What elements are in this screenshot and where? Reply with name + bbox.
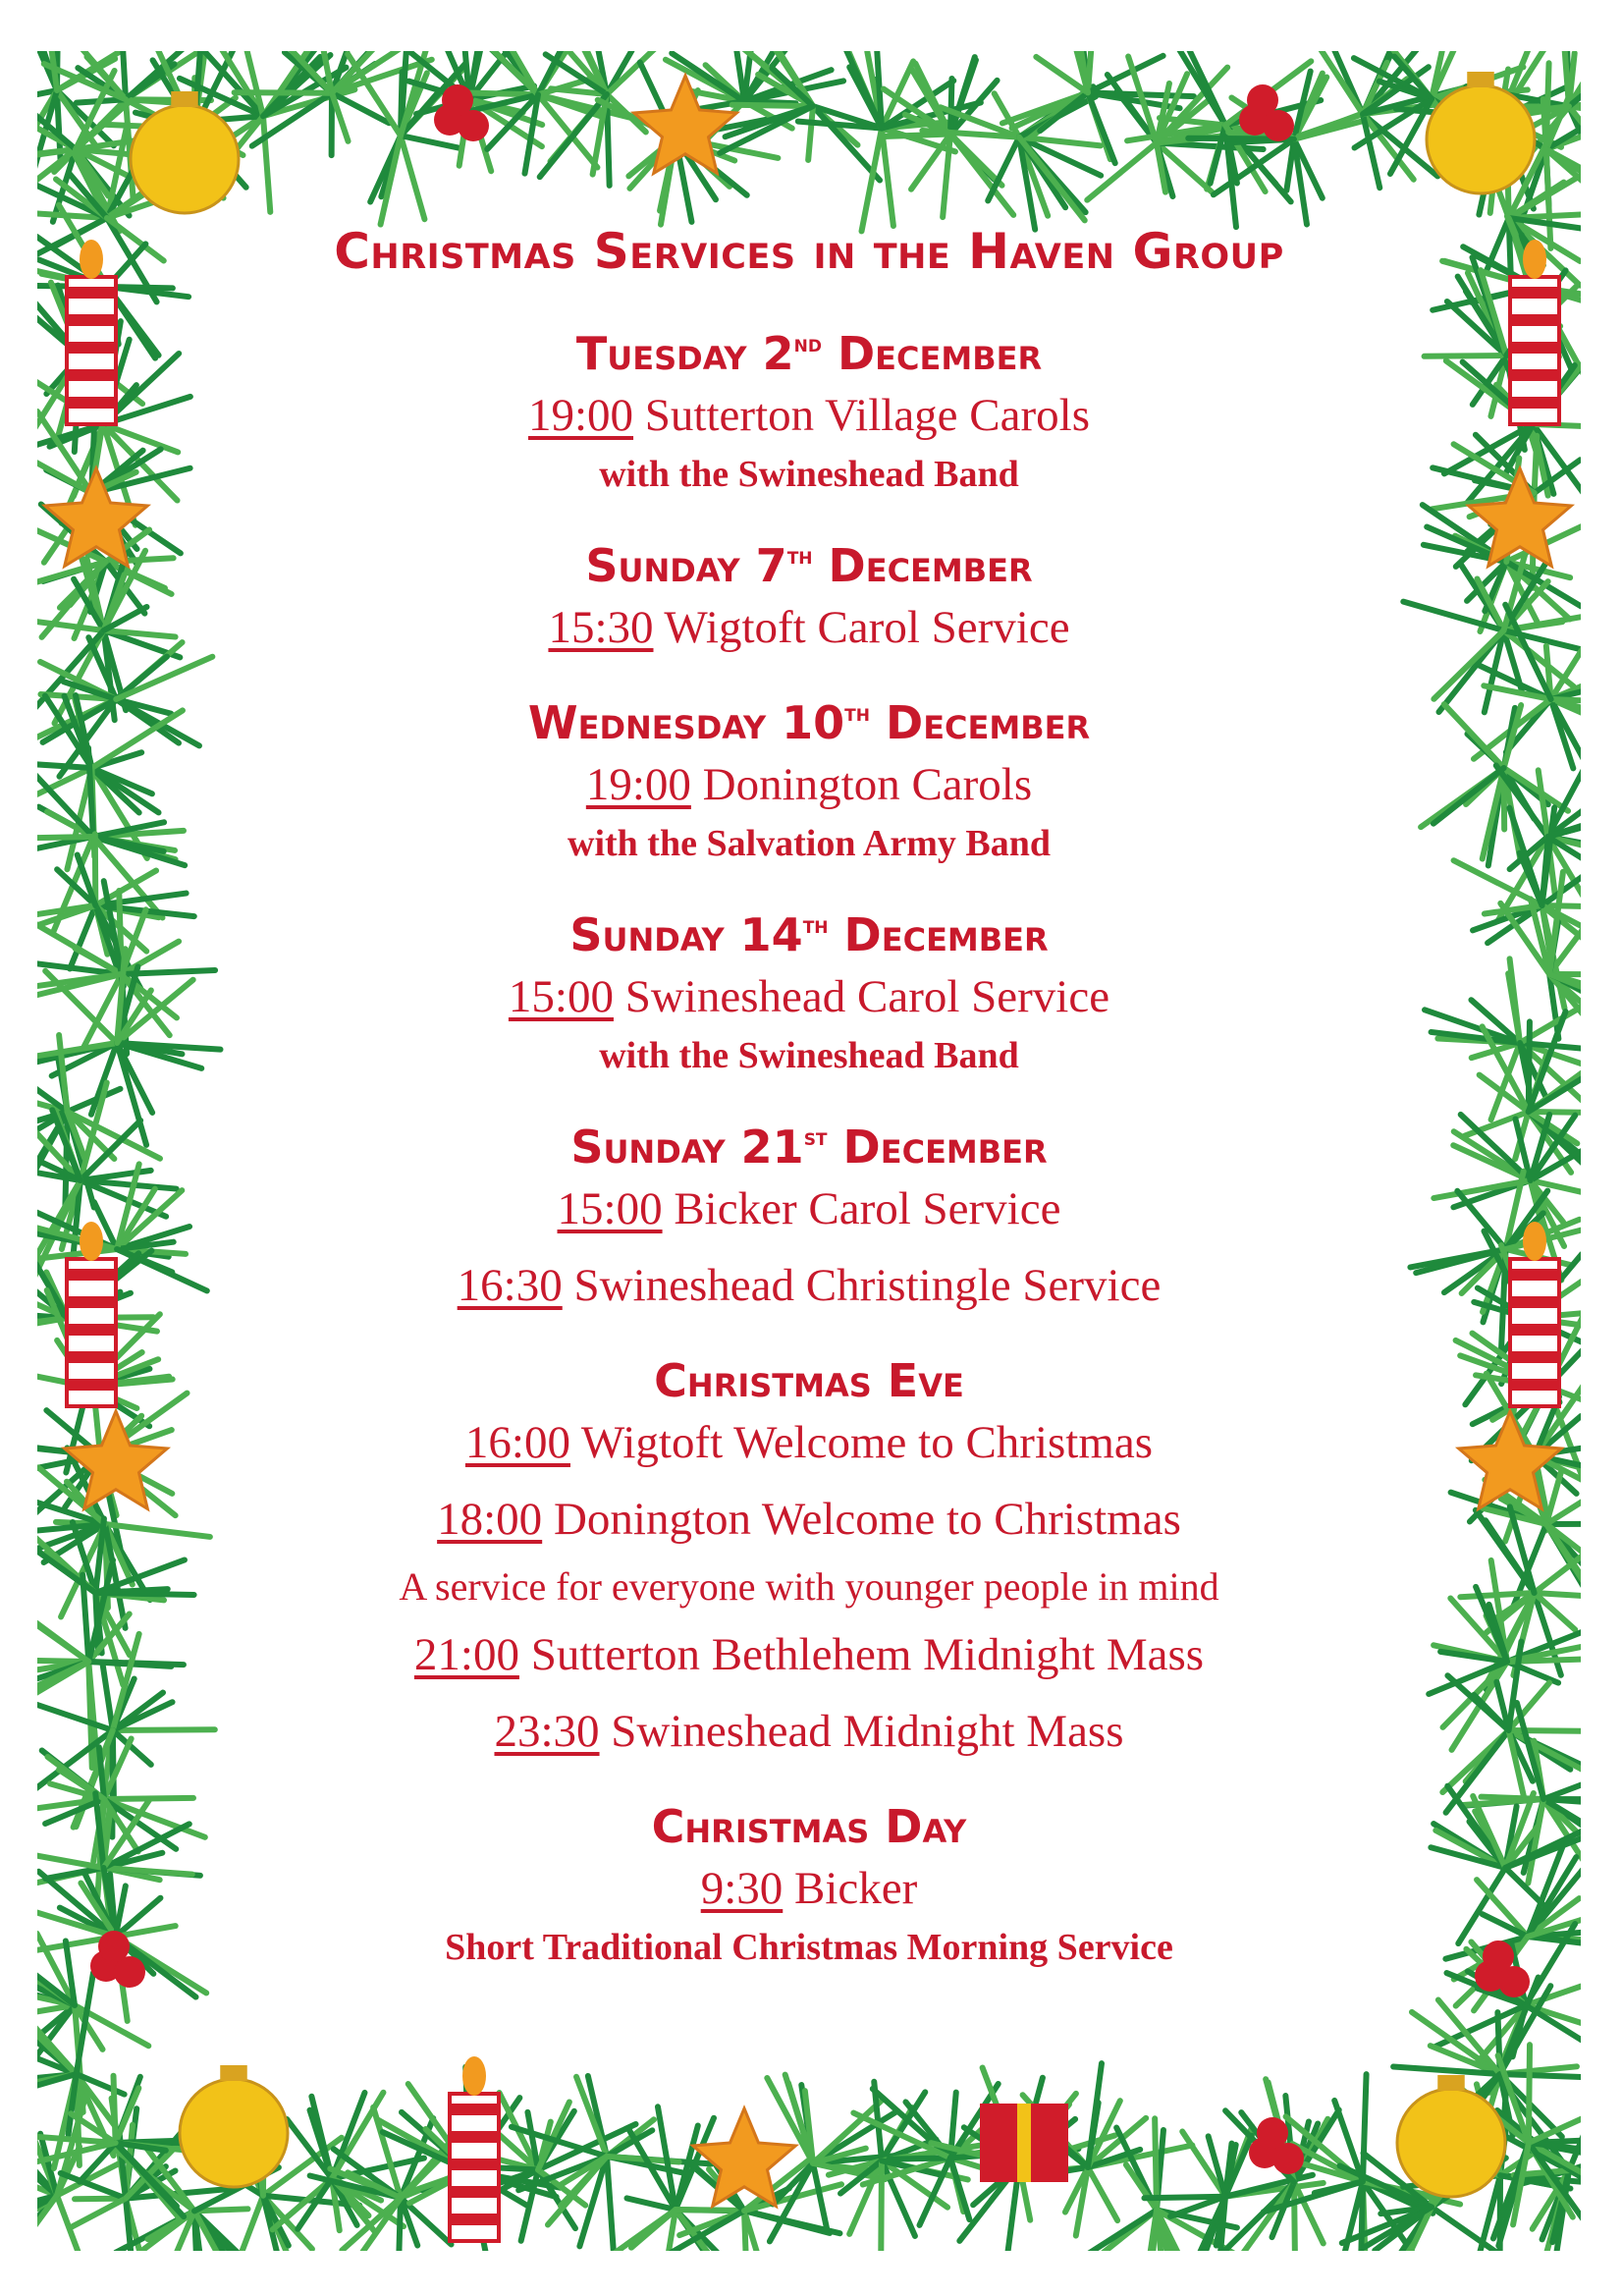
- service-time: 15:00: [557, 1183, 663, 1234]
- service-line: [185, 386, 1433, 445]
- service-time: 16:00: [464, 1417, 570, 1468]
- service-name: Wigtoft Welcome to Christmas: [569, 1417, 1154, 1468]
- poster-title: Christmas Services in the Haven Group: [334, 223, 1284, 280]
- day-block-sunday-21: [185, 1121, 1433, 1315]
- day-block-wednesday: [185, 696, 1433, 869]
- service-line: [185, 1702, 1433, 1761]
- service-name: Bicker Carol Service: [662, 1183, 1061, 1234]
- service-note: Short Traditional Christmas Morning Service: [445, 1927, 1173, 1968]
- service-line: [185, 1256, 1433, 1315]
- service-time: 15:30: [548, 602, 654, 653]
- day-block-sunday-7: [185, 539, 1433, 657]
- service-note: with the Salvation Army Band: [568, 823, 1051, 864]
- service-line: [185, 967, 1433, 1026]
- service-name: Donington Carols: [690, 759, 1033, 810]
- day-heading: Sunday 21st December: [570, 1121, 1048, 1174]
- service-name: Swineshead Midnight Mass: [599, 1706, 1124, 1757]
- service-name: Swineshead Carol Service: [613, 971, 1110, 1022]
- service-name: Wigtoft Carol Service: [653, 602, 1070, 653]
- day-block-christmas-day: [185, 1800, 1433, 1973]
- day-heading: Sunday 7th December: [585, 539, 1033, 592]
- bauble-icon: [1397, 2089, 1505, 2197]
- day-heading: Christmas Day: [651, 1800, 967, 1853]
- service-line: [185, 1859, 1433, 1918]
- service-time: 18:00: [437, 1494, 543, 1545]
- day-block-tuesday: [185, 327, 1433, 500]
- service-line: [185, 1625, 1433, 1684]
- day-heading: Sunday 14th December: [569, 908, 1049, 961]
- day-heading: Christmas Eve: [654, 1354, 964, 1407]
- service-line: [185, 1413, 1433, 1472]
- day-heading: Wednesday 10th December: [527, 696, 1091, 749]
- service-time: 16:30: [457, 1260, 563, 1311]
- service-time: 15:00: [508, 971, 614, 1022]
- service-note: with the Swineshead Band: [599, 1035, 1019, 1076]
- service-name: Bicker: [783, 1863, 918, 1914]
- day-heading: Tuesday 2nd December: [575, 327, 1043, 380]
- bauble-icon: [1427, 85, 1535, 193]
- service-line: [185, 755, 1433, 814]
- bauble-icon: [131, 105, 239, 213]
- service-name: Sutterton Village Carols: [633, 390, 1090, 441]
- service-time: 9:30: [700, 1863, 784, 1914]
- service-time: 19:00: [585, 759, 691, 810]
- service-name: Sutterton Bethlehem Midnight Mass: [518, 1629, 1205, 1680]
- day-block-christmas-eve: [185, 1354, 1433, 1761]
- service-name: Donington Welcome to Christmas: [542, 1494, 1181, 1545]
- bauble-icon: [180, 2079, 288, 2187]
- service-note: with the Swineshead Band: [599, 454, 1019, 495]
- poster-content: [185, 223, 1433, 2012]
- poster-frame: [37, 51, 1581, 2251]
- service-line: [185, 1490, 1433, 1549]
- service-time: 23:30: [494, 1706, 600, 1757]
- service-line: [185, 598, 1433, 657]
- service-name: Swineshead Christingle Service: [562, 1260, 1162, 1311]
- service-time: 19:00: [527, 390, 634, 441]
- service-note: A service for everyone with younger people in mind: [399, 1564, 1219, 1609]
- day-block-sunday-14: [185, 908, 1433, 1081]
- pine-cluster: [348, 51, 465, 225]
- service-time: 21:00: [413, 1629, 519, 1680]
- service-line: [185, 1179, 1433, 1238]
